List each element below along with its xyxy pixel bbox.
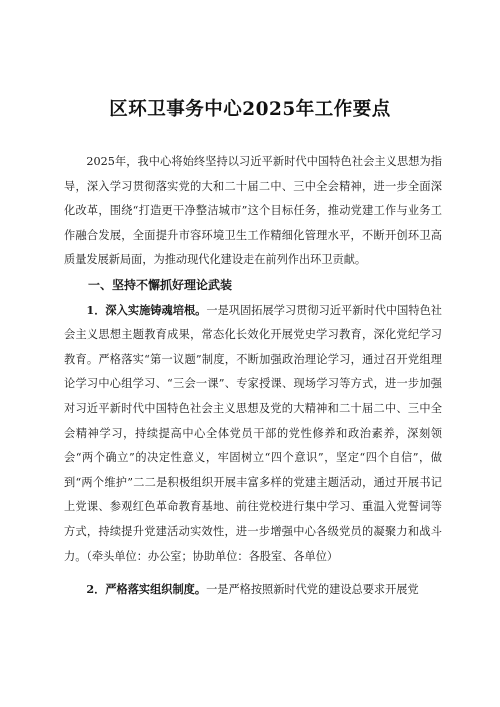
section-heading-1: 一、坚持不懈抓好理论武装: [88, 277, 233, 292]
item-1-paragraph: [64, 298, 442, 570]
document-body: [64, 150, 442, 603]
paragraph-gap: [64, 569, 442, 577]
item-1-lead: 1．深入实施铸魂培根。: [86, 302, 207, 317]
item-2-body: 一是严格按照新时代党的建设总要求开展党: [206, 583, 419, 597]
item-1-body: 一是巩固拓展学习贯彻习近平新时代中国特色社会主义思想主题教育成果，常态化长效化开展党史学习教育，深化党纪学习教育。严格落实“第一议题”制度，不断加强政治理论学习，通过召开党组理论学习中心组学习、“三会一课”、专家授课、现场学习等方式，进一步加强对习近平新时代中国特色社会主义思想及党的大精神和二十届二中、三中全会精神学习，持续提高中心全体党员干部的党性修养和政治素养，深刻领会“两个确立”的决定性意义，牢固树立“四个意识”，坚定“四个自信”，做到“两个维护”二二是积极组织开展丰富多样的党建主题活动，通过开展书记上党课、参观红色革命教育基地、前往党校进行集中学习、重温入党誓词等方式，持续提升党建活动实效性，进一步增强中心各级党员的凝聚力和战斗力。（牵头单位：办公室；协助单位：各股室、各单位）: [64, 303, 442, 563]
item-2-lead: 2．严格落实组织制度。: [86, 582, 207, 597]
item-2-paragraph: [64, 577, 442, 603]
page-title: 区环卫事务中心2025年工作要点: [109, 99, 391, 120]
intro-paragraph: 2025年，我中心将始终坚持以习近平新时代中国特色社会主义思想为指导，深入学习贯彻落实党的大和二十届二中、三中全会精神，进一步全面深化改革，围绕“打造更干净整洁城市”这个目标任务，推动党建工作与业务工作融合发展，全面提升市容环境卫生工作精细化管理水平，不断开创环卫高质量发展新局面，为推动现代化建设走在前列作出环卫贡献。: [64, 155, 442, 267]
